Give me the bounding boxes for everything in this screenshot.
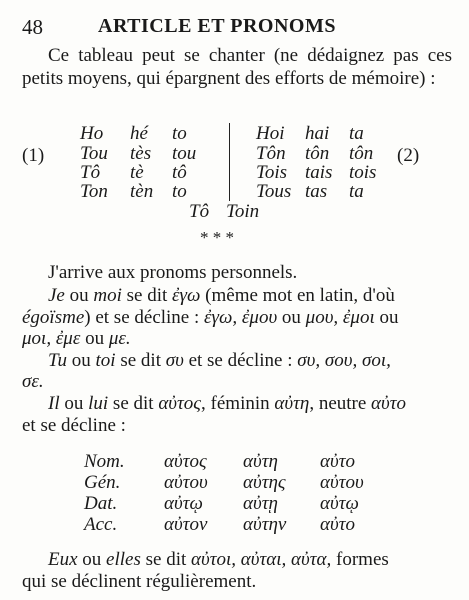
declension-case: Dat. [84,493,118,514]
text-line [22,371,44,393]
declension-form: αὐτου [164,472,208,493]
text-run: (même mot en latin, d'où [200,285,395,306]
chant-word: Ho [80,123,104,144]
declension-case: Nom. [84,451,125,472]
chant-word: tou [172,143,197,164]
text-line [22,328,131,350]
page-title: ARTICLE ET PRONOMS [98,15,336,37]
chant-word: tèn [130,181,154,202]
greek-text: αὐτος [158,393,202,414]
chant-word: tès [130,143,152,164]
text-run: ) et se décline : [84,307,205,328]
term: toi [95,350,116,371]
declension-form: αὐτος [164,451,207,472]
text-line [48,549,389,571]
term: Il [48,393,60,414]
text-run: , neutre [309,393,372,414]
declension-form: αὐτην [243,514,287,535]
chant-word: tè [130,162,144,183]
chant-word: to [172,181,187,202]
declension-case: Acc. [84,514,118,535]
greek-text: ἐγω, ἐμου [204,307,278,328]
greek-text: αὐτοι, αὐται, αὐτα, [191,549,332,570]
text-run: et se décline : [183,350,298,371]
chant-word: tôn [305,143,330,164]
chant-word: tôn [349,143,374,164]
text-run: ou [277,307,306,328]
chant-word: Tô [189,201,210,222]
term: moi [93,285,122,306]
declension-form: αὐτου [320,472,364,493]
chant-word: Tô [80,162,101,183]
text-line [48,393,406,415]
text-line [22,307,398,329]
text-line [48,350,391,372]
greek-text: αὐτη [274,393,310,414]
text-run: ou [77,549,107,570]
term: elles [106,549,141,570]
chant-word: tas [305,181,328,202]
declension-form: αὐτῳ [320,493,359,514]
intro-paragraph: Ce tableau peut se chanter (ne dédaignez pas ces petits moyens, qui épargnent des efforts de mémoire) : [22,45,452,89]
text-run: se dit [121,285,173,306]
declension-form: αὐτῳ [164,493,203,514]
chant-marker-right: (2) [397,145,420,166]
chant-word: hai [305,123,330,144]
greek-text: με. [108,328,131,349]
chant-word: tais [305,162,333,183]
chant-word: tô [172,162,187,183]
chant-word: Tôn [256,143,286,164]
text-line: et se décline : [22,415,126,436]
chant-word: ta [349,123,364,144]
text-run: se dit [108,393,159,414]
text-run: ou [67,350,96,371]
text-line: qui se déclinent régulièrement. [22,571,257,592]
declension-form: αὐτο [320,451,355,472]
declension-form: αὐτη [243,451,278,472]
chant-word: tois [349,162,377,183]
chant-word: Ton [80,181,108,202]
greek-text: συ [165,350,184,371]
chant-marker-left: (1) [22,145,45,166]
page-number: 48 [22,15,43,39]
text-line [48,285,395,307]
term: Eux [48,549,78,570]
text-run: ou [80,328,109,349]
chant-divider [229,123,230,201]
section-separator: * * * [200,228,234,247]
text-line: J'arrive aux pronoms personnels. [48,262,298,283]
greek-text: συ, σου, σοι, [297,350,391,371]
greek-text: αὐτο [371,393,407,414]
chant-word: to [172,123,187,144]
declension-case: Gén. [84,472,121,493]
declension-form: αὐτης [243,472,286,493]
chant-word: ta [349,181,364,202]
declension-form: αὐτον [164,514,208,535]
text-run: ou [374,307,399,328]
declension-form: αὐτῃ [243,493,278,514]
chant-word: hé [130,123,148,144]
term: Je [48,285,65,306]
text-run: se dit [140,549,192,570]
greek-text: ἐγω [172,285,201,306]
declension-form: αὐτο [320,514,355,535]
text-run: ou [59,393,89,414]
term: Tu [48,350,68,371]
chant-word: Tois [256,162,287,183]
text-run: formes [331,549,389,570]
chant-word: Tous [256,181,292,202]
chant-word: Hoi [256,123,285,144]
text-run: , féminin [201,393,275,414]
greek-text: σε. [22,371,44,392]
greek-text: μου, ἐμοι [305,307,375,328]
chant-word: Tou [80,143,108,164]
term: égoïsme [22,307,85,328]
text-run: se dit [115,350,166,371]
term: lui [88,393,109,414]
text-run: ou [64,285,94,306]
greek-text: μοι, ἐμε [22,328,81,349]
chant-word: Toin [226,201,260,222]
